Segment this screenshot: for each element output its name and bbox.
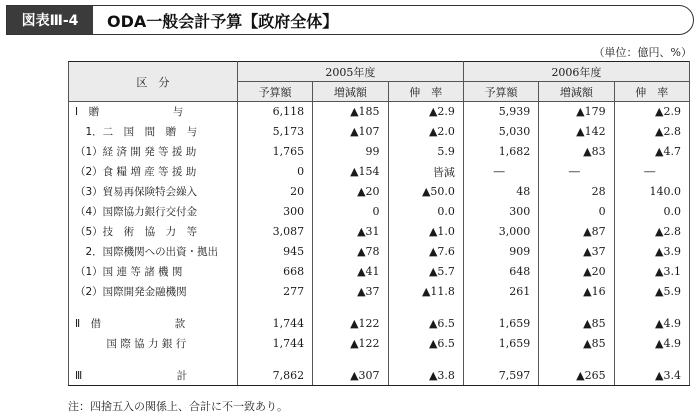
cell: 28	[539, 182, 614, 202]
cell: ▲87	[539, 222, 614, 242]
cell: ▲85	[539, 334, 614, 354]
cell: 5.9	[388, 142, 463, 162]
cell: ▲2.8	[614, 122, 689, 142]
cell: ▲122	[313, 334, 388, 354]
cell: ▲179	[539, 102, 614, 122]
row-label: （3）貿易再保険特会繰入	[69, 182, 238, 202]
cell: 300	[237, 202, 312, 222]
cell: 648	[463, 262, 538, 282]
table-row	[69, 182, 690, 202]
cell: ▲11.8	[388, 282, 463, 302]
cell: 909	[463, 242, 538, 262]
cell: ▲4.9	[614, 334, 689, 354]
table-row	[69, 122, 690, 142]
row-label: 国 際 協 力 銀 行	[69, 334, 238, 354]
cell: ▲265	[539, 366, 614, 386]
cell: 7,862	[237, 366, 312, 386]
cell: ▲78	[313, 242, 388, 262]
table-row	[69, 314, 690, 334]
cell: 140.0	[614, 182, 689, 202]
cell: ▲16	[539, 282, 614, 302]
cell: ▲31	[313, 222, 388, 242]
cell: 1,682	[463, 142, 538, 162]
cell: ▲5.7	[388, 262, 463, 282]
cell: 0	[539, 202, 614, 222]
row-label: 2．国際機関への出資・拠出	[69, 242, 238, 262]
oda-budget-table	[68, 61, 690, 386]
cell: ▲3.8	[388, 366, 463, 386]
cell: 5,173	[237, 122, 312, 142]
table-row	[69, 262, 690, 282]
cell: ▲37	[313, 282, 388, 302]
cell: 20	[237, 182, 312, 202]
row-label: Ⅲ 計	[69, 366, 238, 386]
cell: ▲2.0	[388, 122, 463, 142]
cell: ―	[539, 162, 614, 182]
cell: ▲7.6	[388, 242, 463, 262]
cell: ▲20	[313, 182, 388, 202]
unit-label: （単位：億円、%）	[593, 46, 692, 59]
spacer-row	[69, 354, 690, 366]
cell: ▲85	[539, 314, 614, 334]
spacer-row	[69, 302, 690, 314]
cell: 300	[463, 202, 538, 222]
header-year-2006: 2006年度	[463, 62, 689, 82]
cell: 3,087	[237, 222, 312, 242]
cell: ▲50.0	[388, 182, 463, 202]
cell: ▲142	[539, 122, 614, 142]
cell: ▲41	[313, 262, 388, 282]
cell: ▲5.9	[614, 282, 689, 302]
cell: 99	[313, 142, 388, 162]
cell: 皆減	[388, 162, 463, 182]
cell: 1,659	[463, 314, 538, 334]
header-change-2006: 増減額	[539, 82, 614, 102]
cell: ▲307	[313, 366, 388, 386]
cell: ▲4.7	[614, 142, 689, 162]
cell: ▲154	[313, 162, 388, 182]
row-label: （4）国際協力銀行交付金	[69, 202, 238, 222]
cell: ▲185	[313, 102, 388, 122]
table-row	[69, 334, 690, 354]
row-label: 1．二 国 間 贈 与	[69, 122, 238, 142]
header-budget-2005: 予算額	[237, 82, 312, 102]
row-label: （5）技 術 協 力 等	[69, 222, 238, 242]
cell: 945	[237, 242, 312, 262]
row-label: （1）国 連 等 諸 機 関	[69, 262, 238, 282]
row-label: Ⅱ 借 款	[69, 314, 238, 334]
cell: 48	[463, 182, 538, 202]
cell: ▲6.5	[388, 334, 463, 354]
table-row	[69, 162, 690, 182]
cell: 7,597	[463, 366, 538, 386]
cell: ▲2.8	[614, 222, 689, 242]
cell: ▲3.1	[614, 262, 689, 282]
table-row	[69, 242, 690, 262]
footnote: 注：四捨五入の関係上、合計に不一致あり。	[68, 400, 288, 413]
cell: ▲83	[539, 142, 614, 162]
title-bar	[6, 5, 694, 35]
row-label: （2）国際開発金融機関	[69, 282, 238, 302]
cell: ▲1.0	[388, 222, 463, 242]
table-row	[69, 222, 690, 242]
figure-number: 図表Ⅲ-4	[7, 6, 93, 34]
cell: ▲2.9	[614, 102, 689, 122]
cell: 0	[313, 202, 388, 222]
cell: ▲2.9	[388, 102, 463, 122]
cell: 0.0	[614, 202, 689, 222]
cell: 6,118	[237, 102, 312, 122]
figure-title: ODA一般会計予算【政府全体】	[107, 11, 339, 31]
cell: ▲4.9	[614, 314, 689, 334]
cell: ▲37	[539, 242, 614, 262]
cell: 1,659	[463, 334, 538, 354]
table-row	[69, 282, 690, 302]
cell: 261	[463, 282, 538, 302]
cell: ▲6.5	[388, 314, 463, 334]
cell: 5,939	[463, 102, 538, 122]
cell: 3,000	[463, 222, 538, 242]
table-row	[69, 142, 690, 162]
cell: 1,744	[237, 314, 312, 334]
table-row	[69, 202, 690, 222]
table-body	[69, 102, 690, 386]
row-label: Ⅰ 贈 与	[69, 102, 238, 122]
header-year-2005: 2005年度	[237, 62, 463, 82]
cell: ―	[614, 162, 689, 182]
cell: 277	[237, 282, 312, 302]
cell: 5,030	[463, 122, 538, 142]
cell: 0.0	[388, 202, 463, 222]
cell: ▲107	[313, 122, 388, 142]
cell: 1,744	[237, 334, 312, 354]
header-rate-2005: 伸 率	[388, 82, 463, 102]
cell: 1,765	[237, 142, 312, 162]
header-change-2005: 増減額	[313, 82, 388, 102]
cell: ▲3.4	[614, 366, 689, 386]
header-category: 区 分	[69, 62, 238, 102]
total-row	[69, 366, 690, 386]
cell: 668	[237, 262, 312, 282]
cell: ▲3.9	[614, 242, 689, 262]
row-label: （2）食 糧 増 産 等 援 助	[69, 162, 238, 182]
header-rate-2006: 伸 率	[614, 82, 689, 102]
cell: ▲122	[313, 314, 388, 334]
cell: ―	[463, 162, 538, 182]
header-budget-2006: 予算額	[463, 82, 538, 102]
table-row	[69, 102, 690, 122]
row-label: （1）経 済 開 発 等 援 助	[69, 142, 238, 162]
cell: ▲20	[539, 262, 614, 282]
cell: 0	[237, 162, 312, 182]
